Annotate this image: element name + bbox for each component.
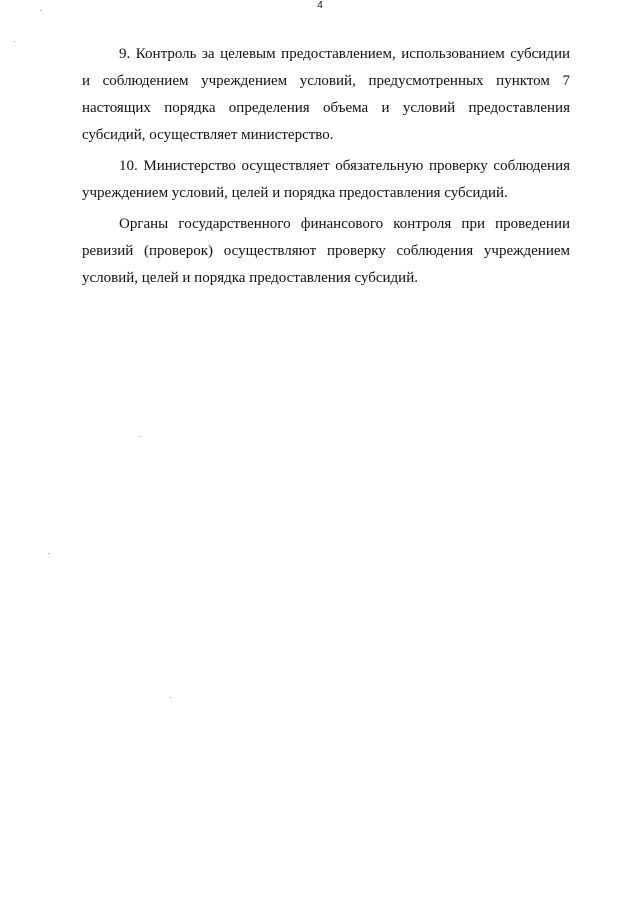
- scan-speck: [48, 553, 49, 554]
- paragraph-financial-control-bodies: Органы государственного финансового контроля при проведении ревизий (проверок) осуществляют проверку соблюдения учреждением условий, целей и порядка предоставления субсидий.: [82, 216, 570, 286]
- scan-speck: [140, 436, 141, 437]
- scan-speck: [170, 697, 171, 698]
- scan-speck: [40, 10, 41, 11]
- paragraph-9-control: 9. Контроль за целевым предоставлением, использованием субсидии и соблюдением учреждением условий, предусмотренных пунктом 7 настоящих порядка определения объема и условий предоставления субсидий, осуществляет министерство.: [82, 46, 570, 143]
- paragraph-10-ministry-check: 10. Министерство осуществляет обязательную проверку соблюдения учреждением условий, целей и порядка предоставления субсидий.: [82, 158, 570, 201]
- page-number: 4: [317, 0, 323, 11]
- scan-speck: [14, 41, 15, 42]
- document-body: [82, 41, 570, 296]
